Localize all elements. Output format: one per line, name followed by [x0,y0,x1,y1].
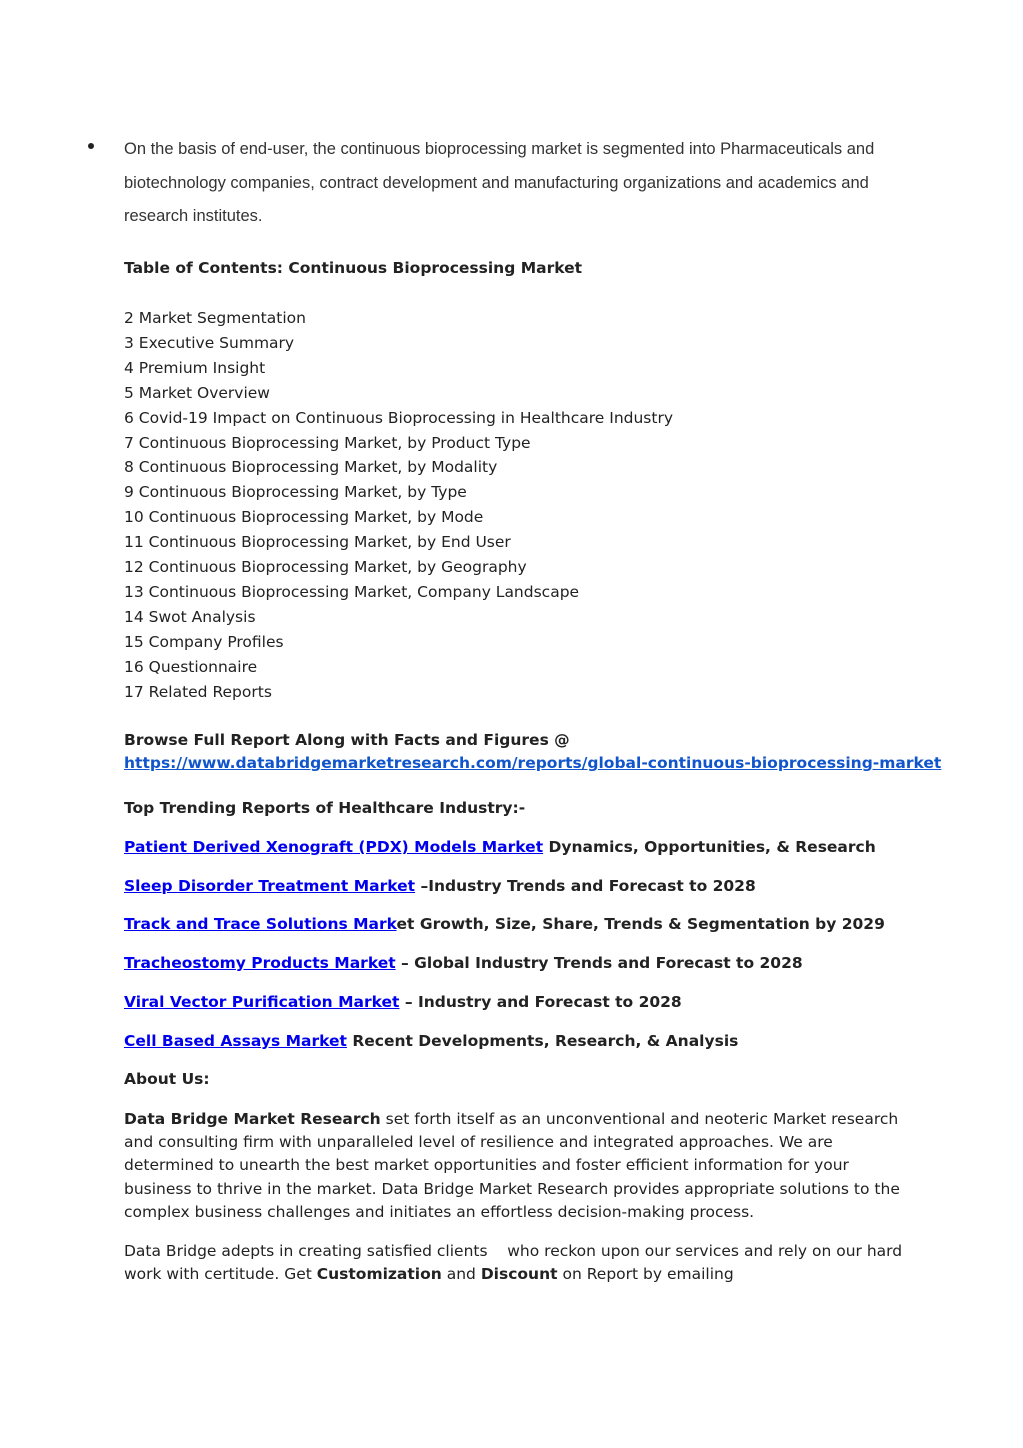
about-text: set forth itself as an unconventional and neoteric Market research and consulting firm with unparalleled level of resilience and integrated approaches. We are determined to unearth the best market opportunities and foster efficient information for your business to thrive in the market. Data Bridge Market Research provides appropriate solutions to the complex business challenges and initiates an effortless decision-making process. [124,1110,900,1221]
trending-report-row [124,877,756,895]
browse-full-report [124,729,941,775]
toc-item: 11 Continuous Bioprocessing Market, by End User [124,533,511,552]
toc-item: 16 Questionnaire [124,657,258,676]
toc-item: 10 Continuous Bioprocessing Market, by Mode [124,508,484,527]
toc-title: Table of Contents: Continuous Bioprocessing Market [124,259,583,277]
toc-item: 5 Market Overview [124,383,270,402]
toc-item: 4 Premium Insight [124,358,266,377]
browse-label: Browse Full Report Along with Facts and Figures @ [124,731,570,749]
bullet-dot-icon [88,143,94,149]
and-text: and [441,1265,481,1284]
trending-report-row [124,838,876,856]
end-user-bullet [88,133,908,234]
bullet-text: On the basis of end-user, the continuous bioprocessing market is segmented into Pharmaceuticals and biotechnology companies, contract development and manufacturing organizations and academics and research institutes. [124,140,875,225]
report-url-link[interactable]: https://www.databridgemarketresearch.com/reports/global-continuous-bioprocessing-market [124,754,942,772]
trending-report-desc: –Industry Trends and Forecast to 2028 [415,877,756,895]
toc-item: 14 Swot Analysis [124,607,256,626]
clients-paragraph [124,1240,914,1286]
trending-report-link[interactable]: Cell Based Assays Market [124,1032,347,1050]
emailing-text: on Report by emailing [557,1265,734,1284]
trending-report-desc: Recent Developments, Research, & Analysis [346,1032,739,1050]
toc-list [124,306,673,705]
trending-title: Top Trending Reports of Healthcare Industry:- [124,799,526,817]
toc-item: 2 Market Segmentation [124,309,306,327]
toc-item: 6 Covid-19 Impact on Continuous Bioprocessing in Healthcare Industry [124,408,674,427]
toc-item: 17 Related Reports [124,682,272,701]
trending-report-link[interactable]: Patient Derived Xenograft (PDX) Models Market [124,838,544,856]
discount-label: Discount [480,1265,558,1284]
toc-item: 15 Company Profiles [124,632,284,651]
about-paragraph [124,1108,914,1224]
company-name: Data Bridge Market Research [124,1110,381,1128]
trending-report-row [124,915,885,933]
toc-item: 9 Continuous Bioprocessing Market, by Type [124,483,467,502]
trending-report-link[interactable]: Sleep Disorder Treatment Market [124,877,416,895]
trending-report-row [124,993,682,1011]
trending-report-desc: Dynamics, Opportunities, & Research [543,838,876,856]
toc-item: 8 Continuous Bioprocessing Market, by Modality [124,458,498,477]
trending-report-desc: – Industry and Forecast to 2028 [399,993,682,1011]
toc-item: 12 Continuous Bioprocessing Market, by Geography [124,558,527,577]
toc-item: 3 Executive Summary [124,333,295,352]
trending-report-desc: et Growth, Size, Share, Trends & Segmentation by 2029 [396,915,885,933]
trending-report-link[interactable]: Track and Trace Solutions Mark [124,915,397,933]
toc-item: 13 Continuous Bioprocessing Market, Company Landscape [124,582,580,601]
trending-report-link[interactable]: Viral Vector Purification Market [124,993,400,1011]
clients-text: Data Bridge adepts in creating satisfied clients who reckon upon our services and rely on our hard work with certitude. Get [124,1242,908,1284]
trending-report-link[interactable]: Tracheostomy Products Market [124,954,396,972]
customization-label: Customization [316,1265,442,1284]
toc-item: 7 Continuous Bioprocessing Market, by Product Type [124,433,531,452]
trending-report-desc: – Global Industry Trends and Forecast to 2028 [395,954,803,972]
trending-report-row [124,1032,738,1050]
trending-report-row [124,954,803,972]
about-title: About Us: [124,1070,210,1088]
